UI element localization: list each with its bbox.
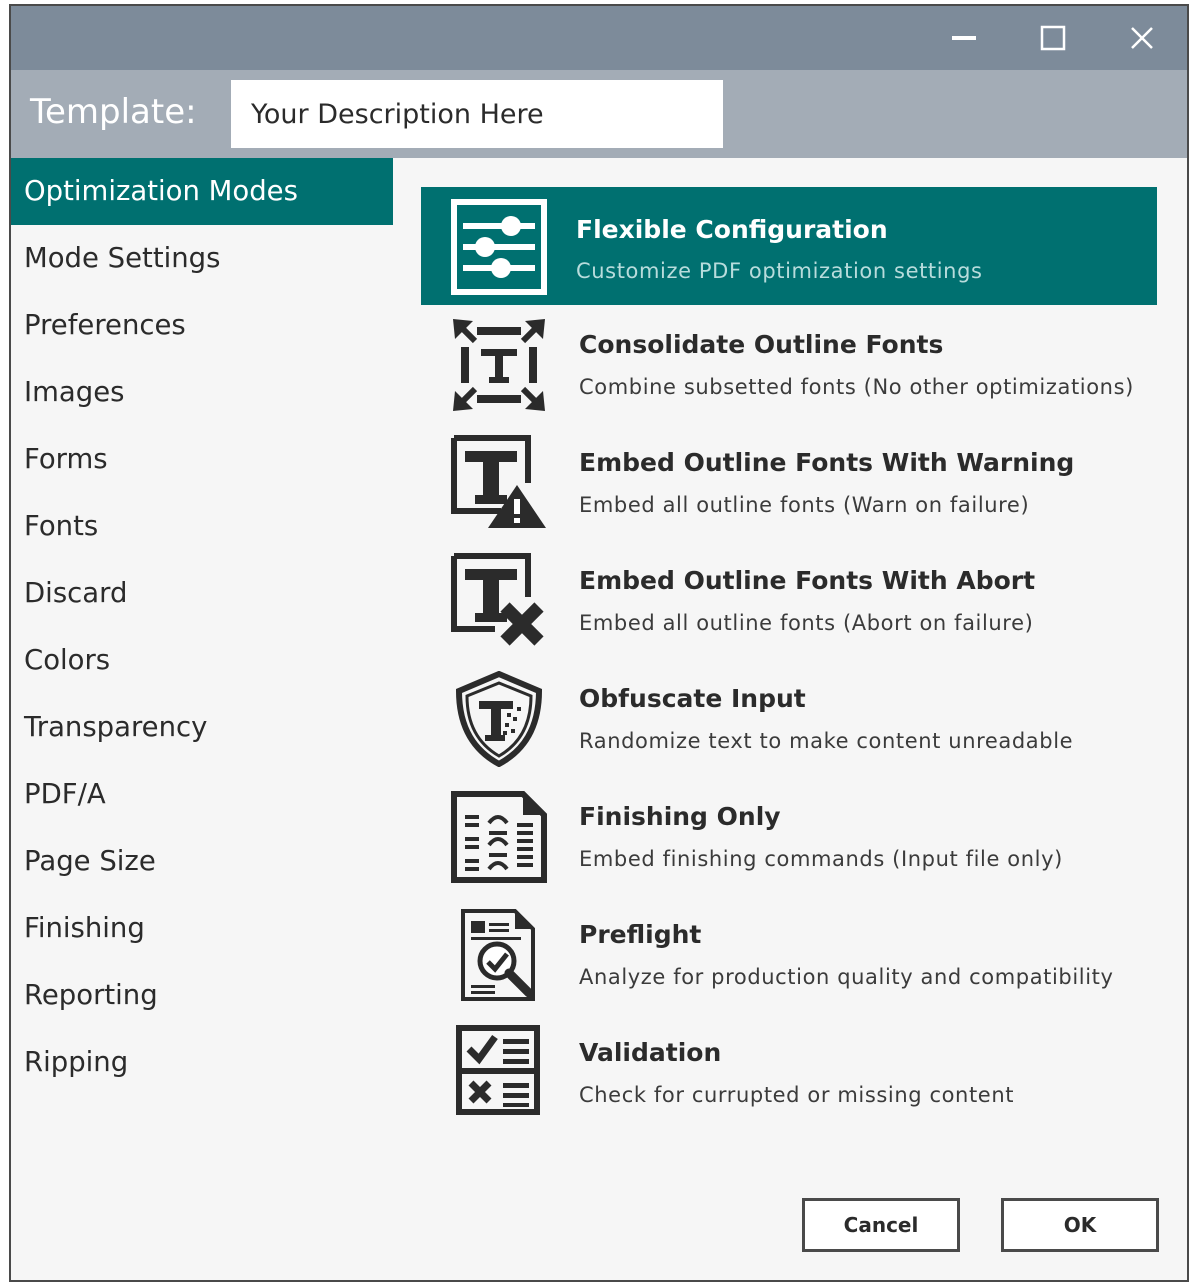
sliders-icon xyxy=(451,199,547,295)
mode-description: Embed finishing commands (Input file only) xyxy=(579,847,1063,871)
template-bar xyxy=(11,70,1187,158)
sidebar-item-images[interactable]: Images xyxy=(24,376,125,408)
sidebar-item-ripping[interactable]: Ripping xyxy=(24,1046,129,1078)
mode-title: Validation xyxy=(579,1038,722,1067)
close-button[interactable] xyxy=(1102,6,1182,70)
optimization-mode-list xyxy=(421,187,1157,1131)
sidebar-item-page-size[interactable]: Page Size xyxy=(24,845,156,877)
template-label: Template: xyxy=(30,92,197,132)
optimization-dialog xyxy=(9,4,1189,1282)
mode-description: Randomize text to make content unreadable xyxy=(579,729,1074,753)
sidebar-item-transparency[interactable]: Transparency xyxy=(24,711,208,743)
mode-title: Preflight xyxy=(579,920,702,949)
mode-description: Customize PDF optimization settings xyxy=(576,259,983,283)
sidebar-item-colors[interactable]: Colors xyxy=(24,644,111,676)
minimize-icon xyxy=(949,23,979,53)
title-bar xyxy=(11,6,1187,70)
sidebar-item-finishing[interactable]: Finishing xyxy=(24,912,145,944)
sidebar-item-optimization-modes[interactable]: Optimization Modes xyxy=(11,158,393,225)
mode-finishing-only[interactable] xyxy=(421,777,1157,895)
sidebar-item-discard[interactable]: Discard xyxy=(24,577,128,609)
sidebar-item-fonts[interactable]: Fonts xyxy=(24,510,99,542)
sidebar-item-reporting[interactable]: Reporting xyxy=(24,979,158,1011)
sidebar xyxy=(11,158,393,1096)
close-icon xyxy=(1127,23,1157,53)
mode-description: Combine subsetted fonts (No other optimizations) xyxy=(579,375,1134,399)
mode-title: Finishing Only xyxy=(579,802,781,831)
mode-embed-fonts-abort[interactable] xyxy=(421,541,1157,659)
checklist-icon xyxy=(451,1025,547,1121)
font-abort-icon xyxy=(451,553,547,649)
maximize-button[interactable] xyxy=(1013,6,1093,70)
mode-embed-fonts-warning[interactable] xyxy=(421,423,1157,541)
mode-validation[interactable] xyxy=(421,1013,1157,1131)
mode-title: Embed Outline Fonts With Warning xyxy=(579,448,1075,477)
consolidate-fonts-icon xyxy=(451,317,547,413)
finishing-document-icon xyxy=(451,789,547,885)
mode-title: Obfuscate Input xyxy=(579,684,806,713)
template-description-input[interactable] xyxy=(231,80,723,148)
sidebar-item-preferences[interactable]: Preferences xyxy=(24,309,186,341)
mode-title: Consolidate Outline Fonts xyxy=(579,330,944,359)
mode-description: Embed all outline fonts (Abort on failure) xyxy=(579,611,1034,635)
mode-title: Embed Outline Fonts With Abort xyxy=(579,566,1036,595)
shield-icon xyxy=(451,671,547,767)
mode-title: Flexible Configuration xyxy=(576,215,888,244)
mode-description: Embed all outline fonts (Warn on failure) xyxy=(579,493,1030,517)
preflight-magnifier-icon xyxy=(451,907,547,1003)
mode-consolidate-outline-fonts[interactable] xyxy=(421,305,1157,423)
minimize-button[interactable] xyxy=(924,6,1004,70)
mode-flexible-configuration[interactable] xyxy=(421,187,1157,305)
sidebar-item-forms[interactable]: Forms xyxy=(24,443,108,475)
sidebar-item-pdfa[interactable]: PDF/A xyxy=(24,778,106,810)
mode-obfuscate-input[interactable] xyxy=(421,659,1157,777)
mode-description: Check for currupted or missing content xyxy=(579,1083,1015,1107)
sidebar-item-mode-settings[interactable]: Mode Settings xyxy=(24,242,221,274)
maximize-icon xyxy=(1038,23,1068,53)
font-warning-icon xyxy=(451,435,547,531)
cancel-button[interactable]: Cancel xyxy=(802,1198,960,1252)
mode-description: Analyze for production quality and compatibility xyxy=(579,965,1114,989)
ok-button[interactable]: OK xyxy=(1001,1198,1159,1252)
mode-preflight[interactable] xyxy=(421,895,1157,1013)
